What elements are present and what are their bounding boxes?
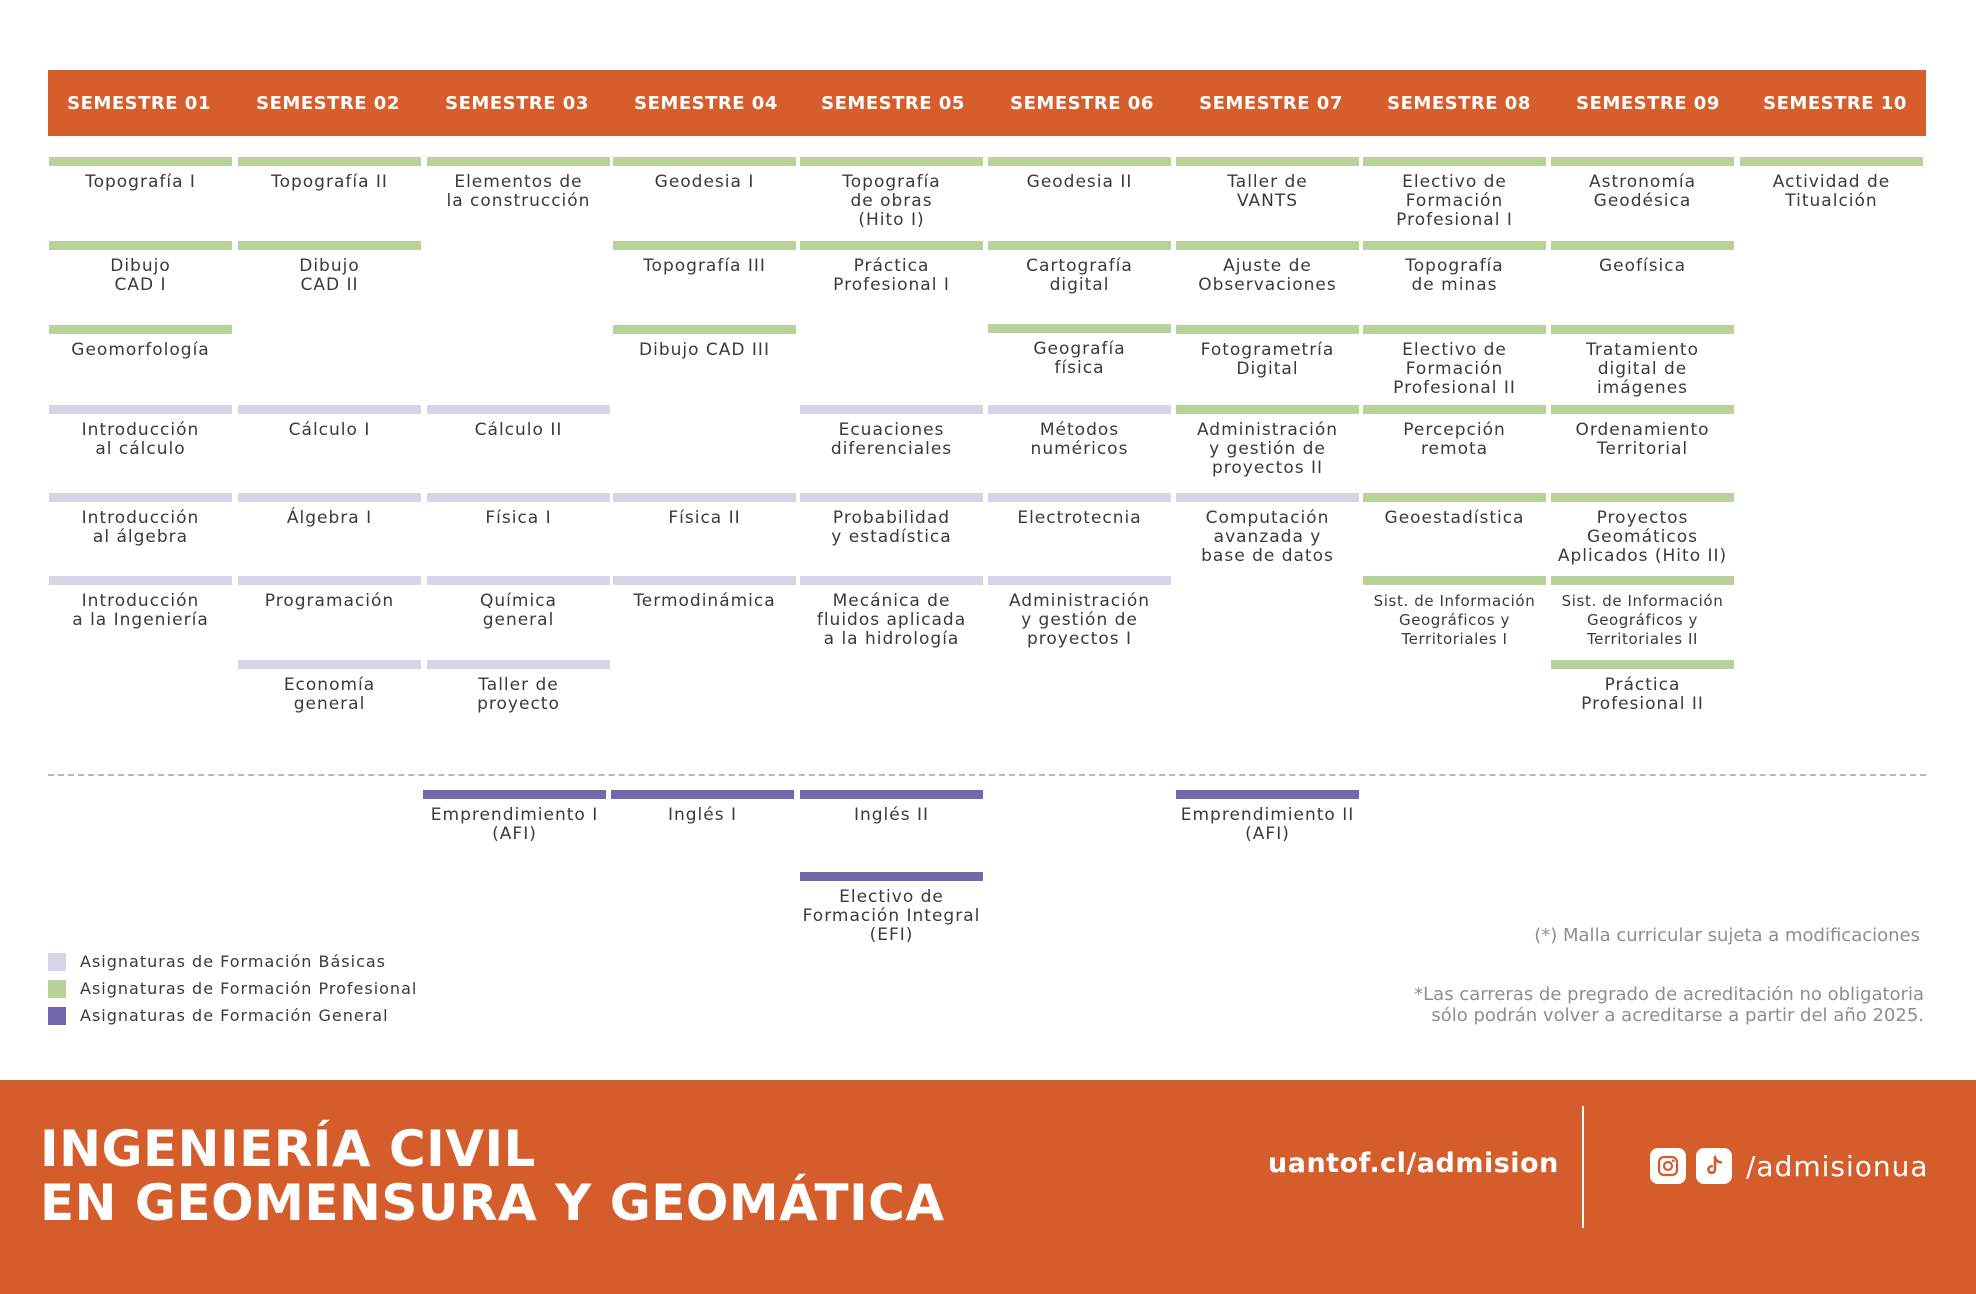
course-label: Emprendimiento I (AFI) <box>430 805 599 844</box>
course-label: Dibujo CAD I <box>110 256 171 295</box>
course-bar <box>1363 576 1546 585</box>
course-label: Topografía de obras (Hito I) <box>842 172 941 230</box>
course-administracion-proyectos-ii <box>1176 405 1359 478</box>
course-label: Inglés I <box>667 805 738 825</box>
course-bar <box>800 157 983 166</box>
course-label: Taller de proyecto <box>477 675 560 714</box>
course-computacion-avanzada <box>1176 493 1359 566</box>
course-tratamiento-imagenes <box>1551 325 1734 398</box>
course-label: Electivo de Formación Profesional I <box>1396 172 1513 230</box>
course-label: Química general <box>480 591 557 630</box>
course-label: Percepción remota <box>1403 420 1506 459</box>
course-percepcion-remota <box>1363 405 1546 459</box>
course-introduccion-algebra <box>49 493 232 547</box>
course-administracion-proyectos-i <box>988 576 1171 649</box>
course-label: Taller de VANTS <box>1227 172 1308 211</box>
course-dibujo-cad-iii <box>613 325 796 360</box>
course-fotogrametria-digital <box>1176 325 1359 379</box>
course-label: Dibujo CAD III <box>639 340 770 360</box>
course-label: Economía general <box>283 675 376 714</box>
course-label: Termodinámica <box>633 591 776 611</box>
course-bar <box>49 157 232 166</box>
semester-03-heading: SEMESTRE 03 <box>445 92 589 114</box>
course-introduccion-calculo <box>49 405 232 459</box>
course-label: Ajuste de Observaciones <box>1198 256 1337 295</box>
course-calculo-i <box>238 405 421 440</box>
course-label: Geografía física <box>1033 339 1126 378</box>
course-actividad-titulacion <box>1740 157 1923 211</box>
course-elementos-construccion <box>427 157 610 211</box>
course-geografia-fisica <box>988 324 1171 378</box>
course-bar <box>427 660 610 669</box>
course-bar <box>988 405 1171 414</box>
course-programacion <box>238 576 421 611</box>
course-proyectos-geomaticos <box>1551 493 1734 566</box>
course-label: Álgebra I <box>286 508 373 528</box>
course-bar <box>427 405 610 414</box>
course-bar <box>1176 405 1359 414</box>
course-bar <box>423 790 606 799</box>
course-bar <box>1363 325 1546 334</box>
course-topografia-minas <box>1363 241 1546 295</box>
legend-swatch-general <box>48 1007 66 1025</box>
course-practica-profesional-ii <box>1551 660 1734 714</box>
course-bar <box>238 241 421 250</box>
course-bar <box>238 405 421 414</box>
course-bar <box>1551 493 1734 502</box>
course-bar <box>988 576 1171 585</box>
course-electivo-profesional-ii <box>1363 325 1546 398</box>
course-label: Ordenamiento Territorial <box>1575 420 1710 459</box>
course-label: Métodos numéricos <box>1030 420 1129 459</box>
course-label: Física II <box>668 508 741 528</box>
course-label: Emprendimiento II (AFI) <box>1180 805 1355 844</box>
course-bar <box>238 493 421 502</box>
course-bar <box>1176 325 1359 334</box>
course-bar <box>613 576 796 585</box>
course-label: Programación <box>264 591 395 611</box>
course-label: Introducción al álgebra <box>81 508 200 547</box>
course-bar <box>800 872 983 881</box>
course-label: Computación avanzada y base de datos <box>1201 508 1334 566</box>
course-bar <box>613 493 796 502</box>
course-label: Ecuaciones diferenciales <box>830 420 953 459</box>
course-bar <box>49 405 232 414</box>
course-electivo-formacion-integral <box>800 872 983 945</box>
course-label: Topografía de minas <box>1405 256 1504 295</box>
semester-02-heading: SEMESTRE 02 <box>256 92 400 114</box>
course-metodos-numericos <box>988 405 1171 459</box>
course-bar <box>238 576 421 585</box>
course-label: Probabilidad y estadística <box>831 508 952 547</box>
course-geodesia-ii <box>988 157 1171 192</box>
course-emprendimiento-ii <box>1176 790 1359 844</box>
accreditation-note: *Las carreras de pregrado de acreditación no obligatoria sólo podrán volver a acreditarse a partir del año 2025. <box>1414 984 1924 1026</box>
course-ingles-i <box>611 790 794 825</box>
legend-label-basic: Asignaturas de Formación Básicas <box>80 952 386 971</box>
course-cartografia-digital <box>988 241 1171 295</box>
course-bar <box>1551 405 1734 414</box>
course-label: Astronomía Geodésica <box>1588 172 1697 211</box>
legend-label-general: Asignaturas de Formación General <box>80 1006 389 1025</box>
course-taller-vants <box>1176 157 1359 211</box>
course-label: Administración y gestión de proyectos II <box>1196 420 1339 478</box>
course-label: Geodesia II <box>1026 172 1133 192</box>
course-bar <box>427 576 610 585</box>
course-bar <box>1551 241 1734 250</box>
course-dibujo-cad-i <box>49 241 232 295</box>
tiktok-icon[interactable] <box>1696 1148 1732 1184</box>
course-topografia-obras <box>800 157 983 230</box>
course-bar <box>1176 157 1359 166</box>
course-bar <box>800 576 983 585</box>
course-bar <box>1363 405 1546 414</box>
legend-item-professional <box>48 975 417 1002</box>
footer-separator <box>1582 1106 1584 1228</box>
course-label: Física I <box>485 508 552 528</box>
course-bar <box>613 241 796 250</box>
legend-item-general <box>48 1002 417 1029</box>
course-bar <box>1176 493 1359 502</box>
course-mecanica-fluidos <box>800 576 983 649</box>
course-topografia-ii <box>238 157 421 192</box>
course-bar <box>1551 157 1734 166</box>
course-label: Introducción al cálculo <box>81 420 200 459</box>
course-bar <box>49 493 232 502</box>
legend-item-basic <box>48 948 417 975</box>
course-fisica-ii <box>613 493 796 528</box>
course-label: Inglés II <box>853 805 930 825</box>
course-sig-territoriales-ii <box>1551 576 1734 649</box>
course-algebra-i <box>238 493 421 528</box>
course-bar <box>1176 241 1359 250</box>
course-ajuste-observaciones <box>1176 241 1359 295</box>
course-bar <box>1363 493 1546 502</box>
course-label: Práctica Profesional II <box>1581 675 1704 714</box>
course-dibujo-cad-ii <box>238 241 421 295</box>
course-label: Elementos de la construcción <box>446 172 591 211</box>
course-bar <box>988 241 1171 250</box>
course-bar <box>800 241 983 250</box>
semester-06-heading: SEMESTRE 06 <box>1010 92 1154 114</box>
course-label: Geofísica <box>1598 256 1687 276</box>
course-astronomia-geodesica <box>1551 157 1734 211</box>
course-sig-territoriales-i <box>1363 576 1546 649</box>
course-label: Topografía II <box>271 172 388 192</box>
modifications-note: (*) Malla curricular sujeta a modificaciones <box>1534 925 1920 946</box>
course-label: Mecánica de fluidos aplicada a la hidrología <box>816 591 967 649</box>
course-practica-profesional-i <box>800 241 983 295</box>
course-label: Cálculo II <box>474 420 563 440</box>
course-topografia-i <box>49 157 232 192</box>
semester-09-heading: SEMESTRE 09 <box>1576 92 1720 114</box>
course-label: Tratamiento digital de imágenes <box>1586 340 1699 398</box>
course-bar <box>611 790 794 799</box>
course-bar <box>49 325 232 334</box>
course-bar <box>1363 157 1546 166</box>
course-label: Administración y gestión de proyectos I <box>1008 591 1151 649</box>
course-bar <box>988 324 1171 333</box>
course-calculo-ii <box>427 405 610 440</box>
course-geodesia-i <box>613 157 796 192</box>
course-ecuaciones-diferenciales <box>800 405 983 459</box>
course-bar <box>1551 576 1734 585</box>
course-label: Geomorfología <box>71 340 210 360</box>
course-quimica-general <box>427 576 610 630</box>
course-bar <box>988 493 1171 502</box>
course-label: Práctica Profesional I <box>833 256 950 295</box>
course-label: Fotogrametría Digital <box>1200 340 1335 379</box>
course-fisica-i <box>427 493 610 528</box>
course-bar <box>1176 790 1359 799</box>
course-label: Actividad de Titualción <box>1772 172 1891 211</box>
course-introduccion-ingenieria <box>49 576 232 630</box>
instagram-icon[interactable] <box>1650 1148 1686 1184</box>
course-bar <box>800 790 983 799</box>
website-link[interactable]: uantof.cl/admision <box>1268 1148 1559 1179</box>
semester-04-heading: SEMESTRE 04 <box>634 92 778 114</box>
semester-01-heading: SEMESTRE 01 <box>67 92 211 114</box>
course-taller-proyecto <box>427 660 610 714</box>
program-title: INGENIERÍA CIVIL EN GEOMENSURA Y GEOMÁTICA <box>40 1120 945 1232</box>
course-geomorfologia <box>49 325 232 360</box>
course-geoestadistica <box>1363 493 1546 528</box>
course-probabilidad-estadistica <box>800 493 983 547</box>
social-links <box>1650 1148 1929 1184</box>
legend <box>48 948 417 1029</box>
course-bar <box>49 576 232 585</box>
social-handle[interactable]: /admisionua <box>1746 1149 1929 1183</box>
course-label: Topografía I <box>85 172 196 192</box>
semester-10-heading: SEMESTRE 10 <box>1763 92 1907 114</box>
course-geofisica <box>1551 241 1734 276</box>
course-bar <box>613 325 796 334</box>
course-bar <box>427 493 610 502</box>
course-label: Cálculo I <box>288 420 371 440</box>
semester-05-heading: SEMESTRE 05 <box>821 92 965 114</box>
course-bar <box>1551 325 1734 334</box>
course-bar <box>800 493 983 502</box>
course-bar <box>238 157 421 166</box>
course-bar <box>238 660 421 669</box>
course-economia-general <box>238 660 421 714</box>
course-bar <box>800 405 983 414</box>
legend-swatch-basic <box>48 953 66 971</box>
course-label: Proyectos Geomáticos Aplicados (Hito II) <box>1557 508 1728 566</box>
course-bar <box>49 241 232 250</box>
course-label: Electivo de Formación Integral (EFI) <box>802 887 981 945</box>
course-label: Electrotecnia <box>1017 508 1142 528</box>
course-label: Introducción a la Ingeniería <box>72 591 209 630</box>
section-divider <box>48 774 1926 776</box>
course-electivo-profesional-i <box>1363 157 1546 230</box>
course-bar <box>1551 660 1734 669</box>
course-bar <box>1363 241 1546 250</box>
course-ordenamiento-territorial <box>1551 405 1734 459</box>
course-label: Cartografía digital <box>1026 256 1133 295</box>
course-label: Geodesia I <box>654 172 755 192</box>
course-label: Geoestadística <box>1384 508 1525 528</box>
semester-07-heading: SEMESTRE 07 <box>1199 92 1343 114</box>
course-label: Sist. de Información Geográficos y Territoriales I <box>1373 592 1536 648</box>
legend-label-professional: Asignaturas de Formación Profesional <box>80 979 418 998</box>
legend-swatch-professional <box>48 980 66 998</box>
course-topografia-iii <box>613 241 796 276</box>
course-label: Dibujo CAD II <box>299 256 360 295</box>
course-bar <box>1740 157 1923 166</box>
course-termodinamica <box>613 576 796 611</box>
semester-08-heading: SEMESTRE 08 <box>1387 92 1531 114</box>
course-electrotecnia <box>988 493 1171 528</box>
course-label: Topografía III <box>643 256 766 276</box>
course-label: Electivo de Formación Profesional II <box>1393 340 1516 398</box>
course-ingles-ii <box>800 790 983 825</box>
course-emprendimiento-i <box>423 790 606 844</box>
course-label: Sist. de Información Geográficos y Territoriales II <box>1561 592 1724 648</box>
course-bar <box>988 157 1171 166</box>
course-bar <box>427 157 610 166</box>
course-bar <box>613 157 796 166</box>
